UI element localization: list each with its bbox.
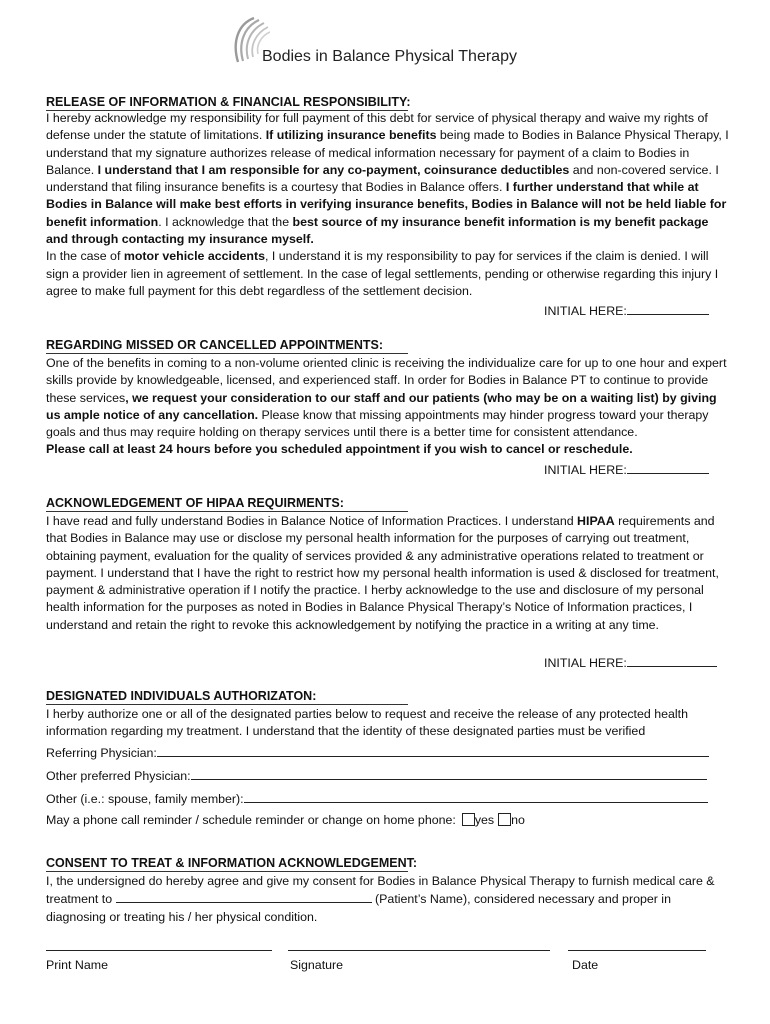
initial-label: INITIAL HERE: bbox=[544, 304, 627, 318]
referring-physician-field[interactable] bbox=[157, 744, 709, 757]
section-heading-missed: REGARDING MISSED OR CANCELLED APPOINTMENTS: bbox=[46, 338, 384, 352]
bold-text: I understand that I am responsible for any co-payment, coinsurance deductibles bbox=[97, 162, 570, 177]
patient-name-field[interactable] bbox=[116, 890, 372, 903]
section-heading-designated: DESIGNATED INDIVIDUALS AUTHORIZATON: bbox=[46, 689, 317, 703]
initial-label: INITIAL HERE: bbox=[544, 656, 627, 670]
bold-text: , we request your consideration to our staff and our patients (who may be on a waiting list) by giving us ample notice of any cancellation. bbox=[46, 390, 717, 422]
bold-text: motor vehicle accidents bbox=[123, 249, 266, 264]
date-label: Date bbox=[572, 958, 599, 972]
text: . I acknowledge that the bbox=[158, 214, 293, 229]
bold-text: Please call at least 24 hours before you scheduled appointment if you wish to cancel or reschedule. bbox=[46, 442, 633, 457]
heading-underline bbox=[46, 511, 408, 512]
text: One of the benefits in coming to a non-volume oriented clinic is receiving the individualize care for up to one hour and expert skills provide by knowledgeable, licensed, and experienced staff. In order for Bodies in Balance PT to continue to provide these services bbox=[46, 356, 727, 405]
text: and non-covered service. I understand that filing insurance benefits is a courtesy that Bodies in Balance offers. bbox=[46, 162, 719, 195]
signature-line[interactable] bbox=[288, 950, 550, 951]
heading-underline bbox=[46, 704, 408, 705]
initial-label: INITIAL HERE: bbox=[544, 463, 627, 477]
print-name-label: Print Name bbox=[46, 958, 108, 972]
bold-text: I further understand that while at Bodies in Balance will make best efforts in verifying insurance benefits, Bodies in Balance will not be held liable for benefit information bbox=[46, 180, 727, 229]
signature-label: Signature bbox=[290, 958, 344, 972]
other-physician-label: Other preferred Physician: bbox=[46, 769, 191, 783]
hipaa-paragraph bbox=[46, 513, 732, 634]
other-physician-field[interactable] bbox=[191, 767, 707, 780]
release-paragraph bbox=[46, 110, 732, 300]
initial-release bbox=[544, 302, 709, 318]
yes-checkbox[interactable] bbox=[462, 813, 475, 826]
yes-label: yes bbox=[474, 813, 495, 827]
referring-physician-row bbox=[46, 744, 709, 760]
text: requirements and that Bodies in Balance may use or disclose my personal health information for the purposes of carrying out treatment, obtaining payment, evaluation for the quality of services provided & any administrative operations related to treatment or payment. I understand that I have the right to restrict how my personal health information is used & disclosed for treatment, payment & administrative operation if I notify the practice. I herby acknowledge to the use and disclosure of my personal health information for the purposes as noted in Bodies in Balance Physical Therapy’s Notice of Information practices, I understand and retain the right to revoke this acknowledgement by notifying the practice in a writing at any time. bbox=[46, 514, 719, 632]
other-contact-label: Other (i.e.: spouse, family member): bbox=[46, 792, 244, 806]
consent-paragraph bbox=[46, 873, 732, 926]
no-checkbox[interactable] bbox=[498, 813, 511, 826]
other-contact-field[interactable] bbox=[244, 790, 708, 803]
date-line[interactable] bbox=[568, 950, 706, 951]
section-heading-release: RELEASE OF INFORMATION & FINANCIAL RESPONSIBILITY: bbox=[46, 95, 411, 109]
text: Please know that missing appointments may hinder progress toward your therapy goals and thus may require holding on therapy services until there is a better time for consistent attendance. bbox=[46, 407, 709, 440]
other-physician-row bbox=[46, 767, 707, 783]
text: In the case of bbox=[46, 249, 124, 264]
initial-missed bbox=[544, 461, 709, 477]
heading-underline bbox=[46, 871, 408, 872]
initial-field[interactable] bbox=[627, 461, 709, 474]
org-name: Bodies in Balance Physical Therapy bbox=[262, 48, 517, 65]
section-heading-consent: CONSENT TO TREAT & INFORMATION ACKNOWLEDGEMENT: bbox=[46, 856, 418, 870]
text: I, the undersigned do hereby agree and give my consent for Bodies in Balance Physical Therapy to furnish medical care & treatment to bbox=[46, 874, 715, 907]
bold-text: best source of my insurance benefit information is my benefit package and through contacting my insurance myself. bbox=[46, 214, 709, 247]
text: being made to Bodies in Balance Physical Therapy, I understand that my signature authorizes release of medical information necessary for payment of a claim to Bodies in Balance. bbox=[46, 128, 729, 177]
section-heading-hipaa: ACKNOWLEDGEMENT OF HIPAA REQUIRMENTS: bbox=[46, 496, 344, 510]
missed-paragraph bbox=[46, 355, 732, 459]
phone-reminder-label: May a phone call reminder / schedule reminder or change on home phone: bbox=[46, 813, 456, 827]
bold-text: If utilizing insurance benefits bbox=[265, 128, 437, 143]
phone-reminder-row bbox=[46, 813, 525, 827]
designated-paragraph: I herby authorize one or all of the designated parties below to request and receive the release of any protected health information regarding my treatment. I understand that the identity of these designated parties must be verified bbox=[46, 707, 688, 739]
text: (Patient’s Name), considered necessary and proper in diagnosing or treating his / her physical condition. bbox=[46, 892, 671, 924]
heading-underline bbox=[46, 353, 408, 354]
other-contact-row bbox=[46, 790, 708, 806]
text: , I understand it is my responsibility to pay for services if the claim is denied. I will sign a provider lien in agreement of settlement. In the case of legal settlements, pending or otherwise regarding this injury I agree to make full payment for this debt regardless of the settlement decision. bbox=[46, 249, 719, 298]
referring-physician-label: Referring Physician: bbox=[46, 746, 157, 760]
text: I hereby acknowledge my responsibility for full payment of this debt for service of physical therapy and waive my rights of defense under the statute of limitations. bbox=[46, 111, 708, 143]
no-label: no bbox=[511, 813, 525, 827]
bold-text: HIPAA bbox=[577, 514, 615, 528]
initial-field[interactable] bbox=[627, 654, 717, 667]
print-name-line[interactable] bbox=[46, 950, 272, 951]
text: I have read and fully understand Bodies in Balance Notice of Information Practices. I understand bbox=[46, 514, 578, 528]
initial-field[interactable] bbox=[627, 302, 709, 315]
initial-hipaa bbox=[544, 654, 717, 670]
